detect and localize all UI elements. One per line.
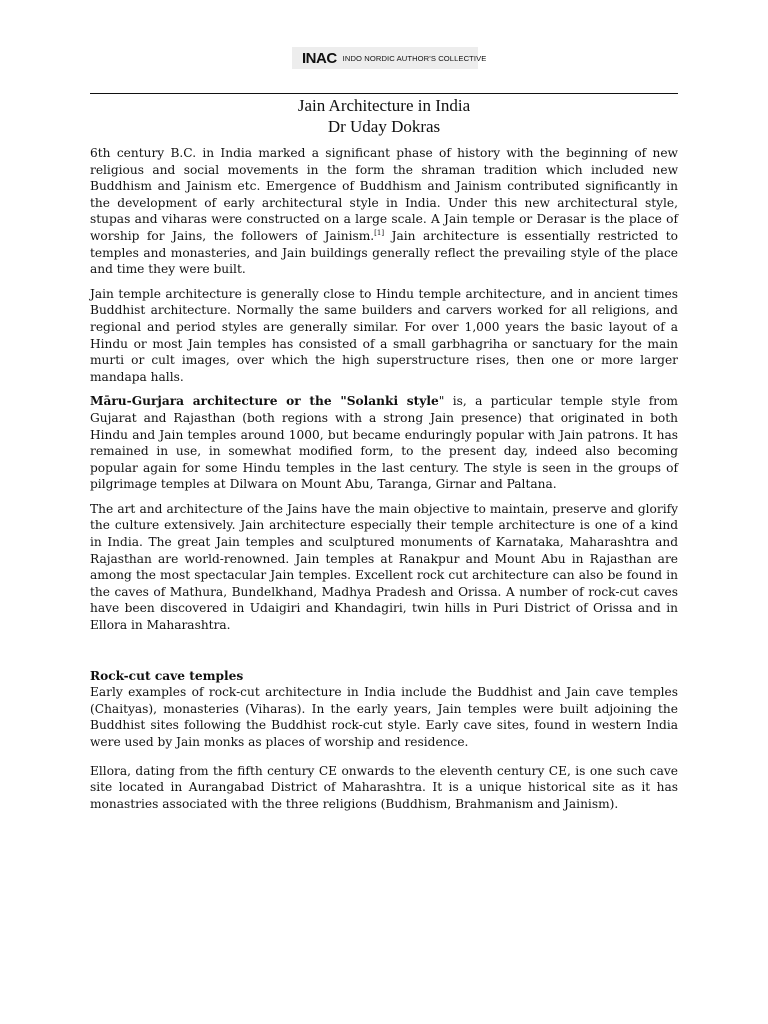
section-heading-rock-cut: Rock-cut cave temples [90, 668, 244, 683]
title-block [90, 95, 678, 137]
document-body [90, 145, 678, 820]
paragraph-intro-text-b: Jain architecture is essentially restricted to temples and monasteries, and Jain buildings generally reflect the prevailing style of the place and time they were built. [90, 228, 678, 277]
paragraph-maru-gurjara [90, 393, 678, 493]
publisher-logo [292, 47, 487, 69]
document-author: Dr Uday Dokras [327, 117, 441, 136]
paragraph-rock-cut [90, 668, 678, 751]
paragraph-intro [90, 145, 678, 278]
maru-gurjara-text: " is, a particular temple style from Gujarat and Rajasthan (both regions with a strong Jain presence) that originated in both Hindu and Jain temples around 1000, but became enduringly popular with Jain patrons. It has remained in use, in somewhat modified form, to the present day, indeed also becoming popular again for some Hindu temples in the last century. The style is seen in the groups of pilgrimage temples at Dilwara on Mount Abu, Taranga, Girnar and Paltana. [90, 394, 678, 492]
logo-text: INDO NORDIC AUTHOR'S COLLECTIVE [342, 53, 487, 63]
paragraph-intro-text-a: 6th century B.C. in India marked a significant phase of history with the beginning of new religious and social movements in the form the shraman tradition which included new Buddhism and Jainism etc. Emergence of Buddhism and Jainism contributed significantly in the development of early architectural style in India. Under this new architectural style, stupas and viharas were constructed on a large scale. A Jain temple or Derasar is the place of worship for Jains, the followers of Jainism. [90, 146, 678, 243]
paragraph-ellora: Ellora, dating from the fifth century CE onwards to the eleventh century CE, is one such cave site located in Aurangabad District of Maharashtra. It is a unique historical site as it has monastries associated with the three religions (Buddhism, Brahmanism and Jainism). [90, 763, 678, 811]
paragraph-temple-architecture: Jain temple architecture is generally close to Hindu temple architecture, and in ancient times Buddhist architecture. Normally the same builders and carvers worked for all religions, and regional and period styles are generally similar. For over 1,000 years the basic layout of a Hindu or most Jain temples has consisted of a small garbhagriha or sanctuary for the main murti or cult images, over which the high superstructure rises, then one or more larger mandapa halls. [90, 286, 678, 384]
logo-mark: INAC [302, 49, 337, 67]
rock-cut-text: Early examples of rock-cut architecture in India include the Buddhist and Jain cave temples (Chaityas), monasteries (Viharas). In the early years, Jain temples were built adjoining the Buddhist sites following the Buddhist rock-cut style. Early cave sites, found in western India were used by Jain monks as places of worship and residence. [90, 685, 678, 749]
header-rule [90, 93, 678, 94]
footnote-reference[interactable]: [1] [374, 228, 385, 237]
paragraph-art-architecture: The art and architecture of the Jains have the main objective to maintain, preserve and glorify the culture extensively. Jain architecture especially their temple architecture is one of a kind in India. The great Jain temples and sculptured monuments of Karnataka, Maharashtra and Rajasthan are world-renowned. Jain temples at Ranakpur and Mount Abu in Rajasthan are among the most spectacular Jain temples. Excellent rock cut architecture can also be found in the caves of Mathura, Bundelkhand, Madhya Pradesh and Orissa. A number of rock-cut caves have been discovered in Udaigiri and Khandagiri, twin hills in Puri District of Orissa and in Ellora in Maharashtra. [90, 501, 678, 633]
maru-gurjara-term: Māru-Gurjara architecture or the "Solanki style [90, 394, 439, 409]
document-title: Jain Architecture in India [297, 96, 471, 115]
